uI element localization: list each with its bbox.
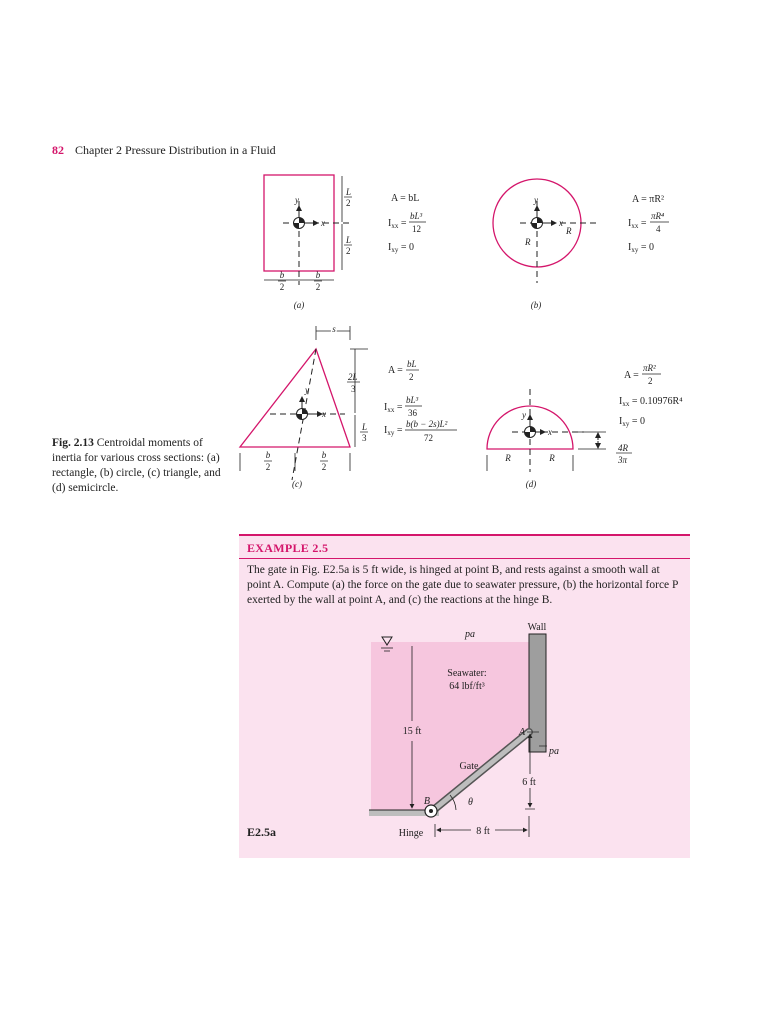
svg-text:b: b xyxy=(321,450,327,460)
svg-text:x: x xyxy=(559,218,563,228)
svg-text:Ixx =: $I_{xx}$ = xyxy=(628,218,647,230)
svg-text:3: 3 xyxy=(362,433,367,443)
svg-text:Ixx =: $I_{xx}$ = xyxy=(384,402,403,414)
svg-text:2: 2 xyxy=(346,246,351,256)
svg-text:y: y xyxy=(522,410,526,420)
svg-text:36: 36 xyxy=(408,408,417,418)
panel-a-label: (a) xyxy=(293,300,305,310)
svg-text:bL³: bL³ xyxy=(406,395,419,405)
fluid-label: Seawater: xyxy=(447,668,487,679)
svg-text:4R: 4R xyxy=(618,443,628,453)
svg-text:b: b xyxy=(279,270,285,280)
panel-a-rectangle xyxy=(264,175,426,310)
hinge-label: Hinge xyxy=(398,828,424,839)
svg-text:b(b − 2s)L²: b(b − 2s)L² xyxy=(406,419,448,429)
svg-text:2: 2 xyxy=(279,282,285,292)
svg-text:A =: A = xyxy=(388,365,403,376)
wall-label: Wall xyxy=(527,622,547,633)
svg-text:12: 12 xyxy=(412,224,421,234)
panel-b-circle xyxy=(493,179,669,310)
svg-text:Ixy =: $I_{xy}$ = xyxy=(384,425,403,437)
svg-text:y: y xyxy=(295,195,299,205)
svg-text:Ixy = 0: $I_{xy} = 0$ xyxy=(388,242,414,254)
figure-caption xyxy=(52,436,222,496)
gate-label: Gate xyxy=(459,761,479,772)
svg-text:(b): (b) xyxy=(530,300,542,310)
panel-d-semicircle xyxy=(487,363,683,489)
svg-text:bL³: bL³ xyxy=(410,211,423,221)
svg-text:L: L xyxy=(362,422,368,432)
svg-text:R: R xyxy=(525,237,531,247)
svg-text:2: 2 xyxy=(265,462,271,472)
rise-label: 6 ft xyxy=(522,777,536,788)
svg-text:2: 2 xyxy=(315,282,321,292)
svg-text:(d): (d) xyxy=(525,479,537,489)
point-b-label: B xyxy=(423,796,430,807)
depth-label: 15 ft xyxy=(402,726,422,737)
svg-text:L: L xyxy=(346,187,352,197)
svg-text:2: 2 xyxy=(648,376,653,386)
svg-text:(c): (c) xyxy=(292,479,302,489)
svg-text:2: 2 xyxy=(409,372,414,382)
svg-text:πR⁴: πR⁴ xyxy=(651,211,665,221)
run-label: 8 ft xyxy=(476,826,490,837)
example-figure-label: E2.5a xyxy=(247,825,277,839)
fluid-density: 64 lbf/ft³ xyxy=(449,681,485,692)
svg-text:πR²: πR² xyxy=(643,363,656,373)
figure-caption-text: Centroidal moments of inertia for various cross sections: (a) rectangle, (b) circle, (c) triangle, and (d) semicircle. xyxy=(52,437,221,494)
svg-text:x: x xyxy=(322,409,326,419)
svg-text:2L: 2L xyxy=(348,372,358,382)
gate-diagram xyxy=(239,536,690,858)
svg-text:y: y xyxy=(534,195,538,205)
svg-text:L: L xyxy=(346,235,352,245)
angle-label: θ xyxy=(468,797,473,808)
page-number: 82 xyxy=(52,143,64,157)
svg-text:b: b xyxy=(315,270,321,280)
svg-text:A =: A = xyxy=(624,370,639,381)
svg-text:A = bL: A = bL xyxy=(391,193,420,204)
svg-text:x: x xyxy=(548,427,552,437)
svg-text:Ixx = 0.10976R⁴: $I_{xx} = 0.10976R^4$ xyxy=(619,396,683,408)
panel-c-triangle xyxy=(240,324,457,489)
example-text: The gate in Fig. E2.5a is 5 ft wide, is hinged at point B, and rests against a smooth wall at point A. Compute (a) the force on the gate due to seawater pressure, (b) the horizontal force P exerted by the wall at point A, and (c) the reactions at the hinge B. xyxy=(247,564,678,606)
point-a-label: A xyxy=(519,727,526,738)
svg-text:y: y xyxy=(305,385,309,395)
figure-label: Fig. 2.13 xyxy=(52,437,94,449)
svg-text:2: 2 xyxy=(346,198,351,208)
svg-text:3: 3 xyxy=(351,384,356,394)
example-title: EXAMPLE 2.5 xyxy=(247,541,329,555)
svg-text:R: R xyxy=(505,453,511,463)
svg-text:s: s xyxy=(332,324,336,334)
svg-text:Ixy = 0: $I_{xy} = 0$ xyxy=(628,242,654,254)
svg-text:72: 72 xyxy=(424,433,433,443)
svg-text:A = πR²: A = πR² xyxy=(632,194,665,205)
pa-label-top: pa xyxy=(465,629,475,640)
pa-label-right: pa xyxy=(549,746,559,757)
example-box xyxy=(239,534,690,858)
svg-text:2: 2 xyxy=(321,462,327,472)
chapter-title: Chapter 2 Pressure Distribution in a Fluid xyxy=(75,143,276,157)
svg-text:bL: bL xyxy=(407,359,417,369)
svg-text:4: 4 xyxy=(656,224,661,234)
svg-text:3π: 3π xyxy=(618,455,628,465)
svg-text:x: x xyxy=(321,218,325,228)
svg-text:b: b xyxy=(265,450,271,460)
svg-text:Ixx =: $I_{xx}$ = xyxy=(388,218,407,230)
svg-text:R: R xyxy=(549,453,555,463)
svg-text:R: R xyxy=(566,226,572,236)
svg-text:Ixy = 0: $I_{xy} = 0$ xyxy=(619,416,645,428)
